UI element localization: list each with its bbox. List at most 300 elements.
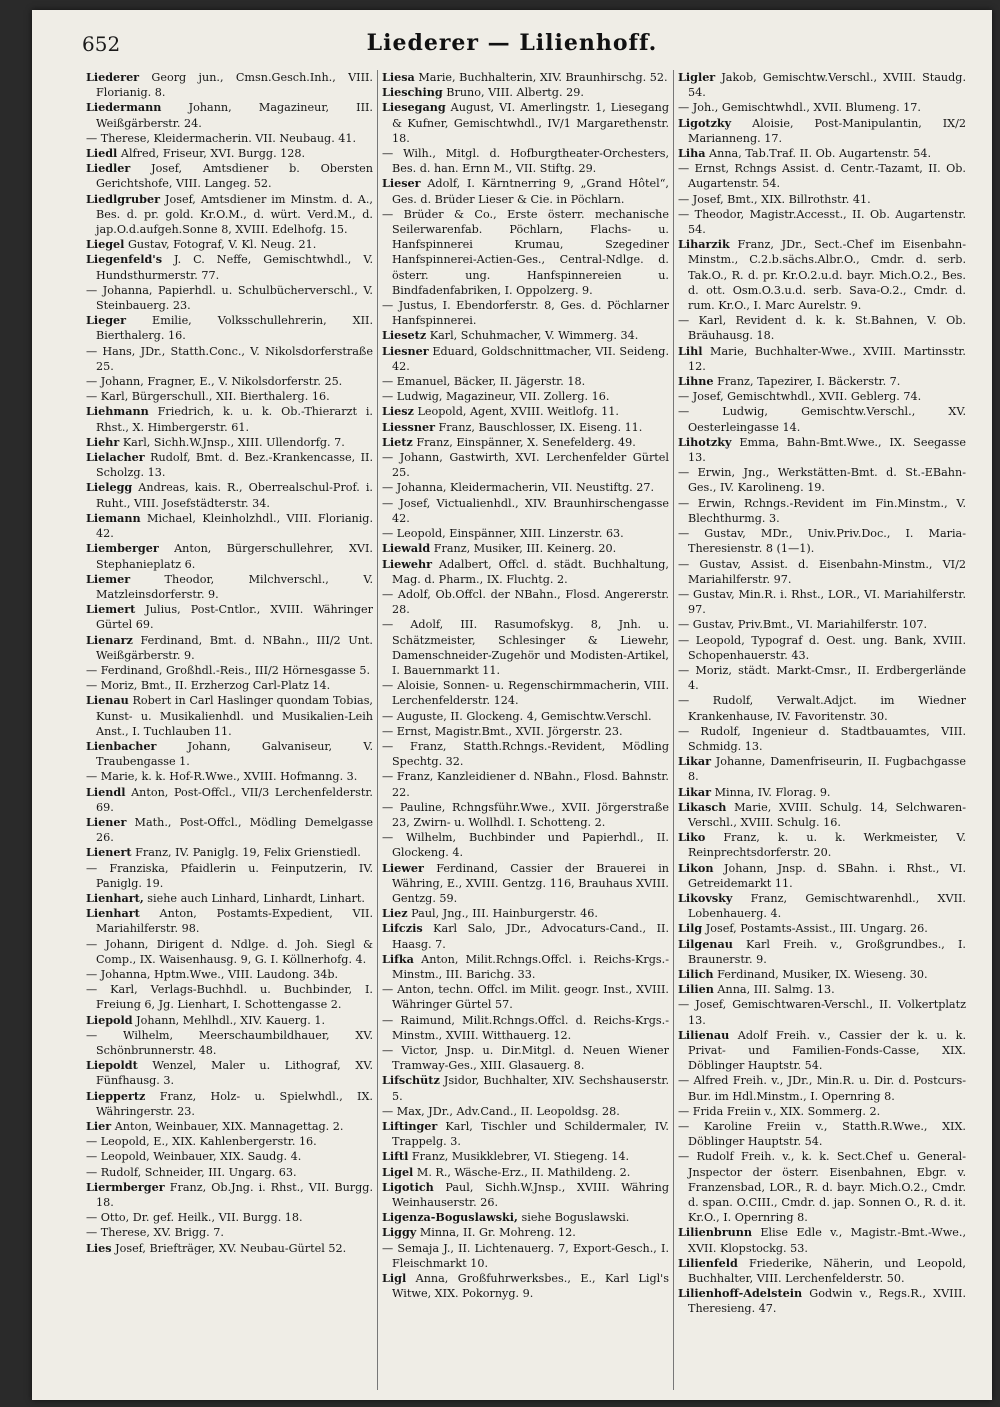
entry-surname: Lieser <box>382 176 421 191</box>
entry-details: — Wilh., Mitgl. d. Hofburgtheater-Orchesters, Bes. d. han. Ernn M., VII. Stiftg. 29. <box>382 147 669 176</box>
directory-entry <box>382 404 669 419</box>
directory-entry <box>86 434 373 450</box>
entry-details: — Johann, Gastwirth, XVI. Lerchenfelder Gürtel 25. <box>382 451 669 480</box>
entry-details: — Justus, I. Ebendorferstr. 8, Ges. d. Pöchlarner Hanfspinnerei. <box>382 299 669 328</box>
directory-entry <box>678 890 966 921</box>
entry-surname: Liedlgruber <box>86 191 160 206</box>
entry-details: — Pauline, Rchngsführ.Wwe., XVII. Jörgerstraße 23, Zwirn- u. Wollhdl. I. Schotteng. 2. <box>382 800 669 829</box>
entry-details: Marie, Buchhalter-Wwe., XVIII. Martinsstr. 12. <box>688 344 966 373</box>
entry-details: — Theodor, Magistr.Accesst., II. Ob. Augartenstr. 54. <box>678 207 966 237</box>
entry-surname: Lielacher <box>86 450 145 465</box>
directory-entry <box>86 937 373 967</box>
entry-surname: Liepold <box>86 1012 133 1027</box>
entry-details: Gustav, Fotograf, V. Kl. Neug. 21. <box>124 238 317 252</box>
entry-details: — Franziska, Pfaidlerin u. Feinputzerin, IV. Paniglg. 19. <box>86 861 373 890</box>
entry-details: Jsidor, Buchhalter, XIV. Sechshauserstr. 5. <box>392 1074 669 1103</box>
entry-surname: Ligler <box>678 70 716 84</box>
entry-details: Franz, IV. Paniglg. 19, Felix Grienstiedl. <box>131 846 361 860</box>
entry-details: M. R., Wäsche-Erz., II. Mathildeng. 2. <box>413 1165 631 1179</box>
entry-surname: Lilienbrunn <box>678 1225 752 1240</box>
directory-entry <box>382 556 669 587</box>
entry-details: — Franz, Kanzleidiener d. NBahn., Flosd. Bahnstr. 22. <box>382 770 669 799</box>
directory-entry <box>86 1134 373 1149</box>
directory-entry <box>678 617 966 632</box>
directory-entry <box>86 161 373 191</box>
entry-details: — Leopold, E., XIX. Kahlenbergerstr. 16. <box>86 1135 317 1149</box>
entry-surname: Ligotzky <box>678 115 732 130</box>
entry-surname: Lilgenau <box>678 936 733 951</box>
directory-entry <box>678 343 966 374</box>
directory-entry <box>382 860 669 907</box>
directory-entry <box>382 176 669 206</box>
entry-details: Johann, Jnsp. d. SBahn. i. Rhst., VI. Getreidemarkt 11. <box>688 861 966 890</box>
directory-entry <box>86 769 373 784</box>
directory-entry <box>86 100 373 130</box>
directory-entry <box>382 1043 669 1073</box>
directory-entry <box>382 678 669 708</box>
directory-entry <box>86 1028 373 1058</box>
entry-details: — Gustav, Min.R. i. Rhst., LOR., VI. Mariahilferstr. 97. <box>678 587 966 617</box>
entry-surname: Lienarz <box>86 632 133 647</box>
directory-entry <box>678 207 966 237</box>
directory-entry <box>86 252 373 282</box>
entry-surname: Liederer <box>86 70 140 84</box>
directory-entry <box>382 419 669 435</box>
entry-details: Anton, Postamts-Expedient, VII. Mariahilferstr. 98. <box>96 907 373 936</box>
directory-entry <box>382 541 669 556</box>
directory-entry <box>86 450 373 480</box>
entry-details: — Josef, Bmt., XIX. Billrothstr. 41. <box>678 192 871 206</box>
page-header <box>32 10 992 68</box>
directory-entry <box>678 526 966 556</box>
directory-entry <box>678 374 966 389</box>
directory-entry <box>678 100 966 115</box>
entry-surname: Liemert <box>86 602 136 617</box>
entry-details: Karl, Tischler und Schildermaler, IV. Trappelg. 3. <box>392 1120 669 1149</box>
columns <box>82 70 972 1390</box>
entry-details: Emma, Bahn-Bmt.Wwe., IX. Seegasse 13. <box>688 435 966 465</box>
entry-surname: Lilienau <box>678 1027 730 1042</box>
directory-entry <box>678 830 966 860</box>
entry-details: — Adolf, Ob.Offcl. der NBahn., Flosd. Angererstr. 28. <box>382 587 669 617</box>
directory-entry <box>678 1255 966 1286</box>
entry-details: Franz, Einspänner, X. Senefelderg. 49. <box>412 435 636 449</box>
entry-surname: Lielegg <box>86 480 133 495</box>
entry-surname: Liener <box>86 814 127 829</box>
directory-entry <box>86 1058 373 1088</box>
directory-entry <box>678 404 966 434</box>
directory-entry <box>382 1073 669 1103</box>
directory-entry <box>382 1149 669 1164</box>
entry-surname: Lilienhoff-Adelstein <box>678 1286 803 1301</box>
entry-details: Adolf Freih. v., Cassier der k. u. k. Privat- und Familien-Fonds-Casse, XIX. Döblinger Hauptstr. 54. <box>688 1028 966 1073</box>
entry-details: — Leopold, Typograf d. Oest. ung. Bank, XVIII. Schopenhauerstr. 43. <box>678 633 966 662</box>
directory-entry <box>86 814 373 845</box>
directory-entry <box>382 1210 669 1225</box>
directory-entry <box>678 192 966 207</box>
directory-entry <box>678 663 966 693</box>
entry-details: — Moriz, städt. Markt-Cmsr., II. Erdbergerlände 4. <box>678 663 966 693</box>
directory-entry <box>86 906 373 936</box>
entry-surname: Liendl <box>86 784 126 799</box>
entry-details: Anna, III. Salmg. 13. <box>713 983 835 997</box>
entry-details: Ferdinand, Bmt. d. NBahn., III/2 Unt. Weißgärberstr. 9. <box>96 633 373 662</box>
directory-entry <box>86 1225 373 1240</box>
entry-details: Minna, IV. Florag. 9. <box>711 785 831 799</box>
directory-entry <box>382 830 669 860</box>
entry-details: Franz, Bauschlosser, IX. Eiseng. 11. <box>434 420 643 434</box>
entry-surname: Liha <box>678 146 706 161</box>
directory-entry <box>86 389 373 404</box>
entry-details: — Victor, Jnsp. u. Dir.Mitgl. d. Neuen Wiener Tramway-Ges., XIII. Glasauerg. 8. <box>382 1044 669 1073</box>
entry-details: — Wilhelm, Meerschaumbildhauer, XV. Schönbrunnerstr. 48. <box>86 1028 373 1057</box>
entry-surname: Lietz <box>382 434 413 449</box>
entry-surname: Liemann <box>86 510 141 525</box>
entry-details: — Josef, Gemischtwhdl., XVII. Geblerg. 74. <box>678 390 922 404</box>
directory-entry <box>86 602 373 632</box>
entry-details: Paul, Sichh.W.Jnsp., XVIII. Währing Weinhauserstr. 26. <box>392 1180 669 1210</box>
entry-details: Franz, Tapezirer, I. Bäckerstr. 7. <box>713 375 901 389</box>
entry-details: Andreas, kais. R., Oberrealschul-Prof. i. Ruht., VIII. Josefstädterstr. 34. <box>96 481 373 510</box>
entry-details: Eduard, Goldschnittmacher, VII. Seideng. 42. <box>392 344 669 373</box>
entry-surname: Liedl <box>86 146 118 161</box>
directory-entry <box>382 724 669 739</box>
directory-entry <box>86 283 373 313</box>
entry-surname: Liepoldt <box>86 1058 138 1073</box>
directory-entry <box>86 571 373 602</box>
entry-surname: Lienhart, <box>86 890 144 905</box>
entry-surname: Lilienfeld <box>678 1255 738 1270</box>
entry-surname: Liggy <box>382 1225 417 1240</box>
entry-details: — Therese, Kleidermacherin. VII. Neubaug. 41. <box>86 131 357 145</box>
directory-entry <box>382 800 669 830</box>
directory-entry <box>382 100 669 146</box>
directory-entry <box>86 70 373 100</box>
entry-details: — Ernst, Rchngs Assist. d. Centr.-Tazamt, II. Ob. Augartenstr. 54. <box>678 162 966 191</box>
entry-details: August, VI. Amerlingstr. 1, Liesegang & Kufner, Gemischtwhdl., IV/1 Margarethenstr. 18. <box>392 101 669 145</box>
directory-entry <box>678 146 966 161</box>
entry-surname: Lieppertz <box>86 1088 146 1103</box>
entry-surname: Liegenfeld's <box>86 252 163 267</box>
directory-entry <box>86 982 373 1012</box>
entry-details: — Karoline Freiin v., Statth.R.Wwe., XIX. Döblinger Hauptstr. 54. <box>678 1120 966 1149</box>
directory-entry <box>382 496 669 526</box>
directory-entry <box>382 207 669 298</box>
directory-entry <box>678 754 966 784</box>
entry-surname: Liesegang <box>382 100 446 115</box>
entry-details: Minna, II. Gr. Mohreng. 12. <box>416 1226 576 1240</box>
directory-entry <box>382 769 669 799</box>
directory-entry <box>678 70 966 100</box>
directory-entry <box>382 298 669 328</box>
directory-entry <box>678 1073 966 1103</box>
entry-surname: Ligenza-Boguslawski, <box>382 1210 518 1225</box>
directory-entry <box>86 1240 373 1256</box>
entry-surname: Lihne <box>678 374 714 389</box>
directory-entry <box>678 1027 966 1074</box>
directory-entry <box>382 906 669 921</box>
directory-entry <box>86 861 373 891</box>
directory-entry <box>678 1286 966 1316</box>
entry-surname: Liewald <box>382 541 431 556</box>
entry-details: — Joh., Gemischtwhdl., XVII. Blumeng. 17. <box>678 101 921 115</box>
entry-surname: Lienau <box>86 693 129 708</box>
entry-details: — Raimund, Milit.Rchngs.Offcl. d. Reichs-Krgs.-Minstm., XVIII. Witthauerg. 12. <box>382 1013 669 1042</box>
entry-details: Theodor, Milchverschl., V. Matzleinsdorferstr. 9. <box>96 572 373 601</box>
entry-details: Emilie, Volksschullehrerin, XII. Bierthalerg. 16. <box>96 314 373 343</box>
entry-details: — Karl, Bürgerschull., XII. Bierthalerg. 16. <box>86 390 330 404</box>
entry-details: — Leopold, Einspänner, XIII. Linzerstr. 63. <box>382 527 624 541</box>
entry-details: Godwin v., Regs.R., XVIII. Theresieng. 47. <box>688 1287 966 1316</box>
entry-details: Anton, Weinbauer, XIX. Mannagettag. 2. <box>111 1120 344 1134</box>
entry-surname: Liesner <box>382 343 429 358</box>
entry-details: — Frida Freiin v., XIX. Sommerg. 2. <box>678 1104 881 1118</box>
entry-details: — Erwin, Rchngs.-Revident im Fin.Minstm., V. Blechthurmg. 3. <box>678 496 966 525</box>
directory-entry <box>382 450 669 480</box>
entry-details: Anna, Großfuhrwerksbes., E., Karl Ligl's Witwe, XIX. Pokornyg. 9. <box>392 1272 669 1301</box>
directory-entry <box>86 663 373 678</box>
entry-details: Anton, Milit.Rchngs.Offcl. i. Reichs-Krgs.-Minstm., III. Barichg. 33. <box>392 952 669 981</box>
entry-surname: Likovsky <box>678 890 733 905</box>
entry-details: Michael, Kleinholzhdl., VIII. Florianig. 42. <box>96 511 373 541</box>
entry-details: Karl, Schuhmacher, V. Wimmerg. 34. <box>426 329 639 343</box>
directory-entry <box>86 480 373 510</box>
entry-details: Johann, Magazineur, III. Weißgärberstr. 24. <box>96 101 373 130</box>
entry-details: — Hans, JDr., Statth.Conc., V. Nikolsdorferstraße 25. <box>86 344 373 373</box>
entry-details: J. C. Neffe, Gemischtwhdl., V. Hundsthurmerstr. 77. <box>96 253 373 282</box>
entry-details: — Rudolf Freih. v., k. k. Sect.Chef u. General-Jnspector der österr. Eisenbahnen, Ebgr. v. Franzensbad, LOR., R. d. bayr. Mich.O.2., Cmdr. d. span. O.CIII., Cmdr. d. jap. Sonnen O., R. d. it. Kr.O., I. Opernring 8. <box>678 1150 966 1225</box>
entry-details: Rudolf, Bmt. d. Bez.-Krankencasse, II. Scholzg. 13. <box>96 451 373 480</box>
page-number: 652 <box>82 32 121 56</box>
directory-entry <box>86 678 373 693</box>
entry-details: — Johanna, Hptm.Wwe., VIII. Laudong. 34b. <box>86 967 339 981</box>
entry-details: Math., Post-Offcl., Mödling Demelgasse 26. <box>96 815 373 845</box>
entry-details: Paul, Jng., III. Hainburgerstr. 46. <box>407 907 598 921</box>
entry-details: — Leopold, Weinbauer, XIX. Saudg. 4. <box>86 1150 302 1164</box>
directory-entry <box>86 1179 373 1210</box>
entry-details: — Anton, techn. Offcl. im Milit. geogr. Inst., XVIII. Währinger Gürtel 57. <box>382 983 669 1012</box>
directory-entry <box>86 404 373 434</box>
entry-surname: Liegel <box>86 237 125 252</box>
entry-surname: Likar <box>678 784 712 799</box>
entry-surname: Lienbacher <box>86 738 157 753</box>
entry-details: Franz, k. u. k. Werkmeister, V. Reinprechtsdorferstr. 20. <box>688 831 966 860</box>
entry-surname: Liedermann <box>86 100 162 115</box>
directory-entry <box>382 982 669 1012</box>
entry-details: Franz, Holz- u. Spielwhdl., IX. Währingerstr. 23. <box>96 1089 373 1118</box>
entry-details: — Otto, Dr. gef. Heilk., VII. Burgg. 18. <box>86 1211 303 1225</box>
entry-surname: Liermberger <box>86 1179 165 1194</box>
entry-details: Ferdinand, Cassier der Brauerei in Währing, E., XVIII. Gentzg. 116, Brauhaus XVIII. Gentzg. 59. <box>392 861 669 905</box>
directory-entry <box>382 1241 669 1271</box>
directory-entry <box>678 465 966 495</box>
entry-details: Aloisie, Post-Manipulantin, IX/2 Marianneng. 17. <box>688 116 966 145</box>
directory-entry <box>382 617 669 678</box>
directory-entry <box>678 936 966 967</box>
column-1 <box>82 70 378 1390</box>
entry-details: Johann, Galvaniseur, V. Traubengasse 1. <box>96 739 373 769</box>
entry-details: Friederike, Näherin, und Leopold, Buchhalter, VIII. Lerchenfelderstr. 50. <box>688 1256 966 1286</box>
entry-details: — Aloisie, Sonnen- u. Regenschirmmacherin, VIII. Lerchenfelderstr. 124. <box>382 679 669 708</box>
entry-surname: Liehr <box>86 434 120 449</box>
entry-details: Marie, XVIII. Schulg. 14, Selchwaren-Verschl., XVIII. Schulg. 16. <box>688 800 966 829</box>
entry-details: Georg jun., Cmsn.Gesch.Inh., VIII. Florianig. 8. <box>96 71 373 100</box>
directory-entry <box>678 434 966 465</box>
directory-entry <box>382 526 669 541</box>
entry-surname: Ligel <box>382 1164 414 1179</box>
entry-details: Wenzel, Maler u. Lithograf, XV. Fünfhausg. 3. <box>96 1059 373 1088</box>
entry-surname: Lifschütz <box>382 1073 440 1088</box>
entry-details: — Erwin, Jng., Werkstätten-Bmt. d. St.-EBahn-Ges., IV. Karolineng. 19. <box>678 466 966 495</box>
directory-entry <box>678 1119 966 1149</box>
entry-surname: Liharzik <box>678 237 730 252</box>
entry-surname: Lieger <box>86 313 127 328</box>
running-title: Liederer — Lilienhoff. <box>366 30 658 56</box>
entry-surname: Liedler <box>86 161 131 176</box>
entry-details: Robert in Carl Haslinger quondam Tobias, Kunst- u. Musikalienhdl. und Musikalien-Leih Anst., I. Tuchlauben 11. <box>96 694 373 738</box>
entry-surname: Liesz <box>382 404 414 419</box>
directory-entry <box>678 966 966 982</box>
directory-entry <box>382 343 669 374</box>
entry-details: Karl, Sichh.W.Jnsp., XIII. Ullendorfg. 7. <box>119 435 345 449</box>
entry-surname: Liesa <box>382 70 415 84</box>
directory-entry <box>382 1104 669 1119</box>
directory-entry <box>678 799 966 830</box>
entry-details: — Franz, Statth.Rchngs.-Revident, Mödling Spechtg. 32. <box>382 739 669 769</box>
directory-entry <box>86 146 373 161</box>
entry-surname: Liewehr <box>382 556 433 571</box>
entry-surname: Lienert <box>86 845 132 860</box>
entry-details: — Johann, Dirigent d. Ndlge. d. Joh. Siegl & Comp., IX. Waisenhausg. 9, G. I. Köllnerhofg. 4. <box>86 937 373 966</box>
entry-details: — Therese, XV. Brigg. 7. <box>86 1226 224 1240</box>
directory-entry <box>678 997 966 1027</box>
entry-details: Adalbert, Offcl. d. städt. Buchhaltung, Mag. d. Pharm., IX. Fluchtg. 2. <box>392 557 669 586</box>
entry-details: Josef, Postamts-Assist., III. Ungarg. 26. <box>702 922 928 936</box>
entry-details: — Gustav, Assist. d. Eisenbahn-Minstm., VI/2 Mariahilferstr. 97. <box>678 557 966 586</box>
directory-entry <box>86 845 373 860</box>
entry-surname: Lihl <box>678 343 703 358</box>
entry-details: Marie, Buchhalterin, XIV. Braunhirschg. 52. <box>414 71 668 84</box>
column-3 <box>674 70 970 1390</box>
directory-entry <box>678 860 966 891</box>
directory-entry <box>86 1149 373 1164</box>
directory-entry <box>382 374 669 389</box>
entry-details: Karl Freih. v., Großgrundbes., I. Braunerstr. 9. <box>688 937 966 966</box>
entry-surname: Lies <box>86 1240 112 1255</box>
directory-entry <box>86 784 373 815</box>
directory-entry <box>678 161 966 191</box>
entry-details: Adolf, I. Kärntnerring 9, „Grand Hôtel“, Ges. d. Brüder Lieser & Cie. in Pöchlarn. <box>392 177 669 206</box>
directory-entry <box>86 738 373 769</box>
directory-entry <box>382 739 669 769</box>
entry-details: Anton, Post-Offcl., VII/3 Lerchenfelderstr. 69. <box>96 785 373 814</box>
directory-entry <box>678 921 966 936</box>
entry-details: — Karl, Verlags-Buchhdl. u. Buchbinder, I. Freiung 6, Jg. Lienhart, I. Schottengasse 2. <box>86 983 373 1012</box>
entry-surname: Lifczis <box>382 921 423 936</box>
directory-entry <box>678 633 966 663</box>
directory-entry <box>382 389 669 404</box>
entry-details: — Rudolf, Schneider, III. Ungarg. 63. <box>86 1165 297 1179</box>
directory-entry <box>86 131 373 146</box>
directory-entry <box>86 1119 373 1134</box>
directory-entry <box>86 1210 373 1225</box>
directory-entry <box>86 890 373 906</box>
entry-details: siehe Boguslawski. <box>517 1211 630 1225</box>
entry-details: Franz, Gemischtwarenhdl., XVII. Lobenhauerg. 4. <box>688 891 966 921</box>
entry-details: Josef, Amtsdiener im Minstm. d. A., Bes. d. pr. gold. Kr.O.M., d. würt. Verd.M., d. jap.O.d.aufgeh.Sonne 8, XVIII. Edelhofg. 15. <box>96 192 373 237</box>
directory-entry <box>678 557 966 587</box>
entry-details: Leopold, Agent, XVIII. Weitlofg. 11. <box>413 405 619 419</box>
entry-details: Alfred, Friseur, XVI. Burgg. 128. <box>117 147 306 161</box>
directory-entry <box>382 921 669 951</box>
entry-surname: Lihotzky <box>678 434 732 449</box>
entry-details: — Wilhelm, Buchbinder und Papierhdl., II. Glockeng. 4. <box>382 831 669 860</box>
entry-details: — Ernst, Magistr.Bmt., XVII. Jörgerstr. 23. <box>382 724 623 738</box>
directory-entry <box>86 191 373 238</box>
entry-surname: Liemer <box>86 571 131 586</box>
directory-entry <box>86 344 373 374</box>
entry-surname: Lilg <box>678 921 703 936</box>
entry-surname: Lier <box>86 1119 112 1134</box>
entry-surname: Liesetz <box>382 328 427 343</box>
directory-entry <box>382 709 669 724</box>
entry-details: — Emanuel, Bäcker, II. Jägerstr. 18. <box>382 375 586 389</box>
directory-entry <box>678 115 966 146</box>
directory-entry <box>382 951 669 982</box>
entry-details: Friedrich, k. u. k. Ob.-Thierarzt i. Rhst., X. Himbergerstr. 61. <box>96 405 373 434</box>
entry-details: — Alfred Freih. v., JDr., Min.R. u. Dir. d. Postcurs-Bur. im Hdl.Minstm., I. Opernring 8. <box>678 1074 966 1103</box>
entry-details: Anton, Bürgerschullehrer, XVI. Stephanieplatz 6. <box>96 542 373 571</box>
directory-entry <box>86 1088 373 1119</box>
entry-surname: Liesching <box>382 85 443 100</box>
directory-entry <box>382 1164 669 1180</box>
entry-surname: Liehmann <box>86 404 149 419</box>
entry-details: Franz, Ob.Jng. i. Rhst., VII. Burgg. 18. <box>96 1180 373 1210</box>
entry-details: — Rudolf, Verwalt.Adjct. im Wiedner Krankenhause, IV. Favoritenstr. 30. <box>678 694 966 723</box>
entry-details: Bruno, VIII. Albertg. 29. <box>442 86 584 100</box>
entry-surname: Liez <box>382 906 408 921</box>
directory-entry <box>86 632 373 663</box>
entry-details: Josef, Briefträger, XV. Neubau-Gürtel 52. <box>111 1241 347 1255</box>
directory-entry <box>382 70 669 85</box>
directory-entry <box>86 693 373 739</box>
entry-details: Elise Edle v., Magistr.-Bmt.-Wwe., XVII. Klopstockg. 53. <box>688 1226 966 1255</box>
directory-entry <box>678 313 966 343</box>
directory-entry <box>678 1104 966 1119</box>
entry-surname: Liftinger <box>382 1119 438 1134</box>
directory-entry <box>678 587 966 617</box>
entry-surname: Liftl <box>382 1149 409 1164</box>
entry-surname: Likon <box>678 860 714 875</box>
entry-details: — Johann, Fragner, E., V. Nikolsdorferstr. 25. <box>86 375 343 389</box>
entry-surname: Lienhart <box>86 906 140 921</box>
directory-entry <box>678 693 966 723</box>
directory-entry <box>382 1179 669 1210</box>
directory-entry <box>678 1225 966 1255</box>
directory-page <box>32 10 992 1400</box>
entry-details: — Gustav, Priv.Bmt., VI. Mariahilferstr. 107. <box>678 618 928 632</box>
entry-details: Julius, Post-Cntlor., XVIII. Währinger Gürtel 69. <box>96 603 373 632</box>
entry-details: — Johanna, Kleidermacherin, VII. Neustiftg. 27. <box>382 481 655 495</box>
entry-details: — Rudolf, Ingenieur d. Stadtbauamtes, VIII. Schmidg. 13. <box>678 724 966 753</box>
entry-surname: Ligl <box>382 1271 407 1286</box>
entry-details: — Ludwig, Magazineur, VII. Zollerg. 16. <box>382 390 610 404</box>
entry-details: Jakob, Gemischtw.Verschl., XVIII. Staudg. 54. <box>688 71 966 100</box>
directory-entry <box>86 374 373 389</box>
directory-entry <box>382 85 669 100</box>
directory-entry <box>382 587 669 617</box>
entry-details: — Moriz, Bmt., II. Erzherzog Carl-Platz 14. <box>86 679 331 693</box>
